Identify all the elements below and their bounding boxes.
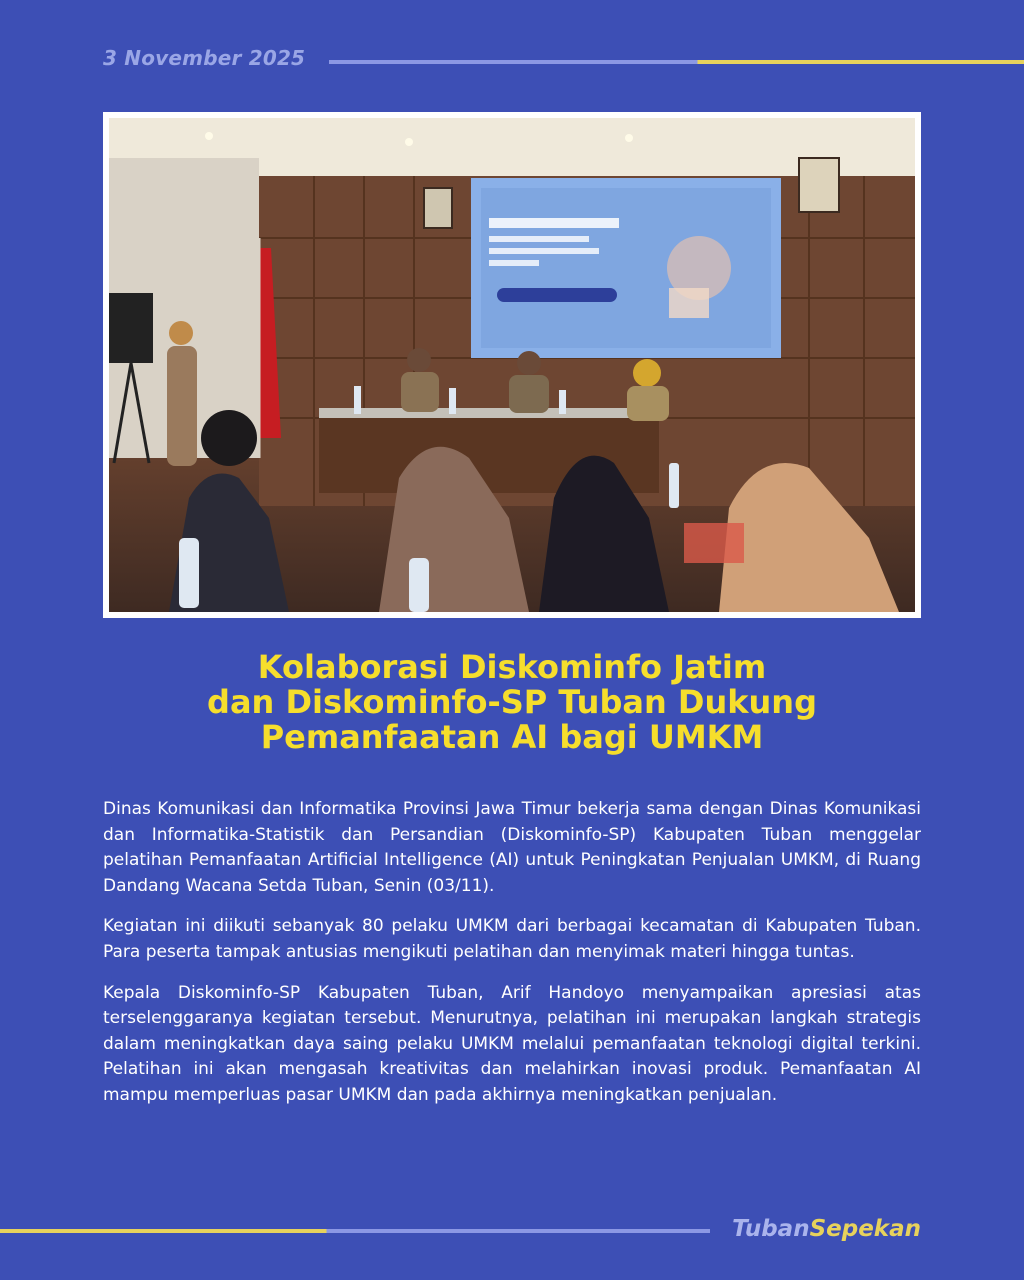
event-photo-illustration xyxy=(109,118,915,612)
top-divider xyxy=(329,60,1024,64)
post-date: 3 November 2025 xyxy=(103,46,306,70)
bottom-divider xyxy=(0,1229,710,1233)
headline xyxy=(103,650,921,755)
headline-line-3: Pemanfaatan AI bagi UMKM xyxy=(260,718,764,756)
article-body xyxy=(103,797,921,1124)
paragraph-3: Kepala Diskominfo-SP Kabupaten Tuban, Arif Handoyo menyampaikan apresiasi atas terselenggaranya kegiatan tersebut. Menurutnya, pelatihan ini merupakan langkah strategis dalam meningkatkan daya saing pelaku UMKM melalui pemanfaatan teknologi digital terkini. Pelatihan ini akan mengasah kreativitas dan melahirkan inovasi produk. Pemanfaatan AI mampu memperluas pasar UMKM dan pada akhirnya meningkatkan penjualan. xyxy=(103,982,921,1105)
brand-part-sepekan: Sepekan xyxy=(809,1216,921,1242)
photo-frame xyxy=(103,112,921,618)
paragraph-1: Dinas Komunikasi dan Informatika Provinsi Jawa Timur bekerja sama dengan Dinas Komunikasi dan Informatika-Statistik dan Persandian (Diskominfo-SP) Kabupaten Tuban menggelar pelatihan Pemanfaatan Artificial Intelligence (AI) untuk Peningkatan Penjualan UMKM, di Ruang Dandang Wacana Setda Tuban, Senin (03/11). xyxy=(103,799,921,896)
paragraph-2: Kegiatan ini diikuti sebanyak 80 pelaku UMKM dari berbagai kecamatan di Kabupaten Tuban. Para peserta tampak antusias mengikuti pelatihan dan menyimak materi hingga tuntas. xyxy=(103,916,921,962)
brand-part-tuban: Tuban xyxy=(732,1216,810,1242)
brand-wordmark xyxy=(732,1216,921,1242)
headline-line-1: Kolaborasi Diskominfo Jatim xyxy=(257,648,767,686)
event-photo xyxy=(109,118,915,612)
headline-line-2: dan Diskominfo-SP Tuban Dukung xyxy=(207,683,817,721)
